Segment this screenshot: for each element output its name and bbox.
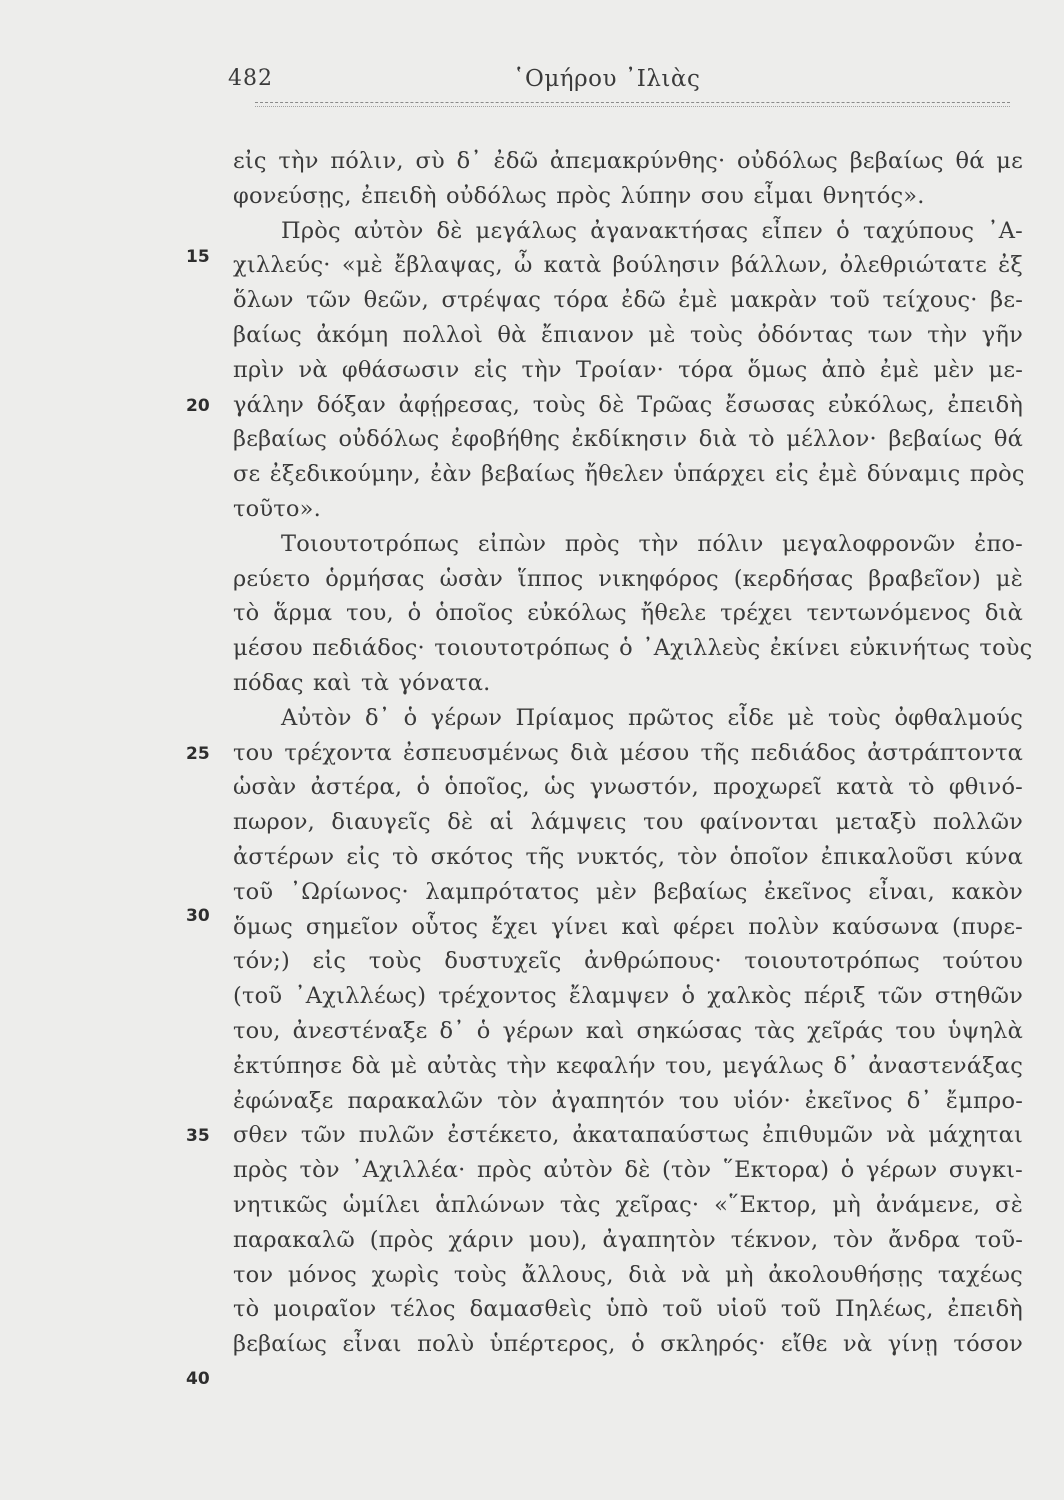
line-number-15: 15: [186, 247, 210, 267]
text-line: τὸ ἅρμα του, ὁ ὁποῖος εὐκόλως ἤθελε τρέχει τεντωνόμενος διὰ: [233, 600, 1023, 627]
text-line: ἀστέρων εἰς τὸ σκότος τῆς νυκτός, τὸν ὁποῖον ἐπικαλοῦσι κύνα: [233, 843, 1023, 870]
running-title: ῾Ομήρου ᾽Ιλιὰς: [513, 66, 701, 92]
text-line: γάλην δόξαν ἀφῄρεσας, τοὺς δὲ Τρῶας ἔσωσας εὐκόλως, ἐπειδὴ: [233, 391, 1023, 418]
text-line: εἰς τὴν πόλιν, σὺ δ᾽ ἐδῶ ἀπεμακρύνθης· οὐδόλως βεβαίως θά με: [233, 148, 1023, 174]
text-line: ὅμως σημεῖον οὗτος ἔχει γίνει καὶ φέρει πολὺν καύσωνα (πυρε-: [233, 913, 1023, 940]
text-line: πόδας καὶ τὰ γόνατα.: [233, 669, 491, 696]
text-line: Αὐτὸν δ᾽ ὁ γέρων Πρίαμος πρῶτος εἶδε μὲ τοὺς ὀφθαλμούς: [281, 704, 1023, 731]
text-line: πωρον, διαυγεῖς δὲ αἱ λάμψεις του φαίνονται μεταξὺ πολλῶν: [233, 809, 1023, 836]
text-line: ὡσὰν ἀστέρα, ὁ ὁποῖος, ὡς γνωστόν, προχωρεῖ κατὰ τὸ φθινό-: [233, 774, 1023, 801]
text-line: πρὶν νὰ φθάσωσιν εἰς τὴν Τροίαν· τόρα ὅμως ἀπὸ ἐμὲ μὲν με-: [233, 356, 1023, 383]
line-number-margin: [0, 0, 210, 1500]
line-number-40: 40: [186, 1369, 210, 1389]
text-line: του τρέχοντα ἐσπευσμένως διὰ μέσου τῆς πεδιάδος ἀστράπτοντα: [233, 739, 1023, 766]
text-line: ὅλων τῶν θεῶν, στρέψας τόρα ἐδῶ ἐμὲ μακρὰν τοῦ τείχους· βε-: [233, 287, 1023, 314]
page-number: 482: [228, 66, 273, 91]
text-line: Τοιουτοτρόπως εἰπὼν πρὸς τὴν πόλιν μεγαλοφρονῶν ἐπο-: [281, 530, 1023, 557]
text-line: μέσου πεδιάδος· τοιουτοτρόπως ὁ ᾽Αχιλλεὺς ἐκίνει εὐκινήτως τοὺς: [233, 635, 1033, 662]
line-number-35: 35: [186, 1126, 210, 1146]
text-line: τοῦ ᾽Ωρίωνος· λαμπρότατος μὲν βεβαίως ἐκεῖνος εἶναι, κακὸν: [233, 878, 1023, 905]
header-rule: [255, 102, 1010, 107]
body-text: [233, 144, 1033, 1362]
text-line: βαίως ἀκόμη πολλοὶ θὰ ἔπιανον μὲ τοὺς ὀδόντας των τὴν γῆν: [233, 321, 1023, 348]
text-line: τὸ μοιραῖον τέλος δαμασθεὶς ὑπὸ τοῦ υἱοῦ τοῦ Πηλέως, ἐπειδὴ: [233, 1296, 1023, 1323]
text-line: χιλλεύς· «μὲ ἔβλαψας, ὦ κατὰ βούλησιν βάλλων, ὀλεθριώτατε ἐξ: [233, 252, 1023, 279]
text-line: πρὸς τὸν ᾽Αχιλλέα· πρὸς αὐτὸν δὲ (τὸν ῞Εκτορα) ὁ γέρων συγκι-: [233, 1157, 1023, 1184]
line-number-30: 30: [186, 906, 210, 926]
page-header: [228, 62, 1018, 102]
line-number-25: 25: [186, 744, 210, 764]
text-line: φονεύσῃς, ἐπειδὴ οὐδόλως πρὸς λύπην σου εἶμαι θνητός».: [233, 182, 925, 209]
text-line: ἐκτύπησε δὰ μὲ αὐτὰς τὴν κεφαλήν του, μεγάλως δ᾽ ἀναστενάξας: [233, 1052, 1023, 1079]
line-number-20: 20: [186, 396, 210, 416]
text-line: τον μόνος χωρὶς τοὺς ἄλλους, διὰ νὰ μὴ ἀκολουθήσῃς ταχέως: [233, 1261, 1023, 1288]
text-line: ρεύετο ὁρμήσας ὡσὰν ἵππος νικηφόρος (κερδήσας βραβεῖον) μὲ: [233, 565, 1023, 592]
text-line: του, ἀνεστέναξε δ᾽ ὁ γέρων καὶ σηκώσας τὰς χεῖράς του ὑψηλὰ: [233, 1017, 1023, 1044]
text-line: παρακαλῶ (πρὸς χάριν μου), ἀγαπητὸν τέκνον, τὸν ἄνδρα τοῦ-: [233, 1226, 1023, 1253]
text-line: βεβαίως οὐδόλως ἐφοβήθης ἐκδίκησιν διὰ τὸ μέλλον· βεβαίως θά: [233, 426, 1023, 453]
text-line: (τοῦ ᾽Αχιλλέως) τρέχοντος ἔλαμψεν ὁ χαλκὸς πέριξ τῶν στηθῶν: [233, 983, 1023, 1010]
text-line: τοῦτο».: [233, 495, 321, 522]
text-line: τόν;) εἰς τοὺς δυστυχεῖς ἀνθρώπους· τοιουτοτρόπως τούτου: [233, 948, 1023, 975]
text-line: ἐφώναξε παρακαλῶν τὸν ἀγαπητόν του υἱόν· ἐκεῖνος δ᾽ ἔμπρο-: [233, 1087, 1023, 1114]
text-line: βεβαίως εἶναι πολὺ ὑπέρτερος, ὁ σκληρός· εἴθε νὰ γίνῃ τόσον: [233, 1331, 1023, 1358]
text-line: σε ἐξεδικούμην, ἐὰν βεβαίως ἤθελεν ὑπάρχει εἰς ἐμὲ δύναμις πρὸς: [233, 461, 1025, 488]
text-line: Πρὸς αὐτὸν δὲ μεγάλως ἀγανακτήσας εἶπεν ὁ ταχύπους ᾽Α-: [281, 217, 1023, 244]
text-line: νητικῶς ὡμίλει ἁπλώνων τὰς χεῖρας· «῞Εκτορ, μὴ ἀνάμενε, σὲ: [233, 1191, 1023, 1218]
text-line: σθεν τῶν πυλῶν ἐστέκετο, ἀκαταπαύστως ἐπιθυμῶν νὰ μάχηται: [233, 1122, 1023, 1149]
